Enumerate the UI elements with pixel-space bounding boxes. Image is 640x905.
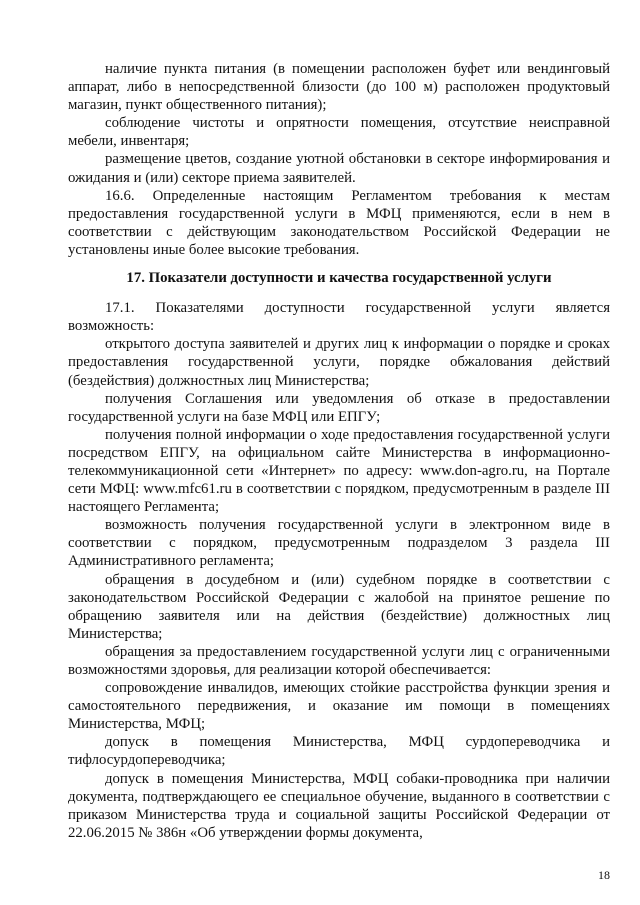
paragraph: допуск в помещения Министерства, МФЦ собаки-проводника при наличии документа, подтверждающего ее специальное обучение, выданного в соответствии с приказом Министерства труда и социальной защиты Российской Федерации от 22.06.2015 № 386н «Об утверждении формы документа, — [68, 770, 610, 841]
paragraph: открытого доступа заявителей и других лиц к информации о порядке и сроках предоставления государственной услуги, порядке обжалования действий (бездействия) должностных лиц Министерства; — [68, 336, 610, 389]
paragraph: размещение цветов, создание уютной обстановки в секторе информирования и ожидания и (или) секторе приема заявителей. — [68, 151, 610, 186]
paragraph: обращения за предоставлением государственной услуги лиц с ограниченными возможностями здоровья, для реализации которой обеспечивается: — [68, 643, 610, 678]
paragraph: получения Соглашения или уведомления об отказе в предоставлении государственной услуги на базе МФЦ или ЕПГУ; — [68, 390, 610, 425]
paragraph: соблюдение чистоты и опрятности помещения, отсутствие неисправной мебели, инвентаря; — [68, 115, 610, 150]
paragraph: допуск в помещения Министерства, МФЦ сурдопереводчика и тифлосурдопереводчика; — [68, 734, 610, 769]
paragraph: наличие пункта питания (в помещении расположен буфет или вендинговый аппарат, либо в непосредственной близости (до 100 м) расположен продуктовый магазин, пункт общественного питания); — [68, 61, 610, 114]
paragraph: 17.1. Показателями доступности государственной услуги является возможность: — [68, 300, 610, 335]
paragraph: получения полной информации о ходе предоставления государственной услуги посредством ЕПГУ, на официальном сайте Министерства в информационно-телекоммуникационной сети «Интернет» по адресу: www.don-agro.ru, на Портале сети МФЦ: www.mfc61.ru в соответствии с порядком, предусмотренным в разделе III настоящего Регламента; — [68, 426, 610, 516]
page-number: 18 — [598, 868, 610, 882]
paragraph: возможность получения государственной услуги в электронном виде в соответствии с порядком, предусмотренным подразделом 3 раздела III Административного регламента; — [68, 517, 610, 570]
paragraph: 16.6. Определенные настоящим Регламентом требования к местам предоставления государственной услуги в МФЦ применяются, если в нем в соответствии с действующим законодательством Российской Федерации не установлены иные более высокие требования. — [68, 187, 610, 258]
paragraph: сопровождение инвалидов, имеющих стойкие расстройства функции зрения и самостоятельного передвижения, и оказание им помощи в помещениях Министерства, МФЦ; — [68, 680, 610, 733]
paragraph: обращения в досудебном и (или) судебном порядке в соответствии с законодательством Российской Федерации с жалобой на принятое решение по обращению заявителя или на действия (бездействие) должностных лиц Министерства; — [68, 571, 610, 642]
document-page — [68, 60, 610, 842]
section-heading: 17. Показатели доступности и качества государственной услуги — [126, 270, 552, 287]
